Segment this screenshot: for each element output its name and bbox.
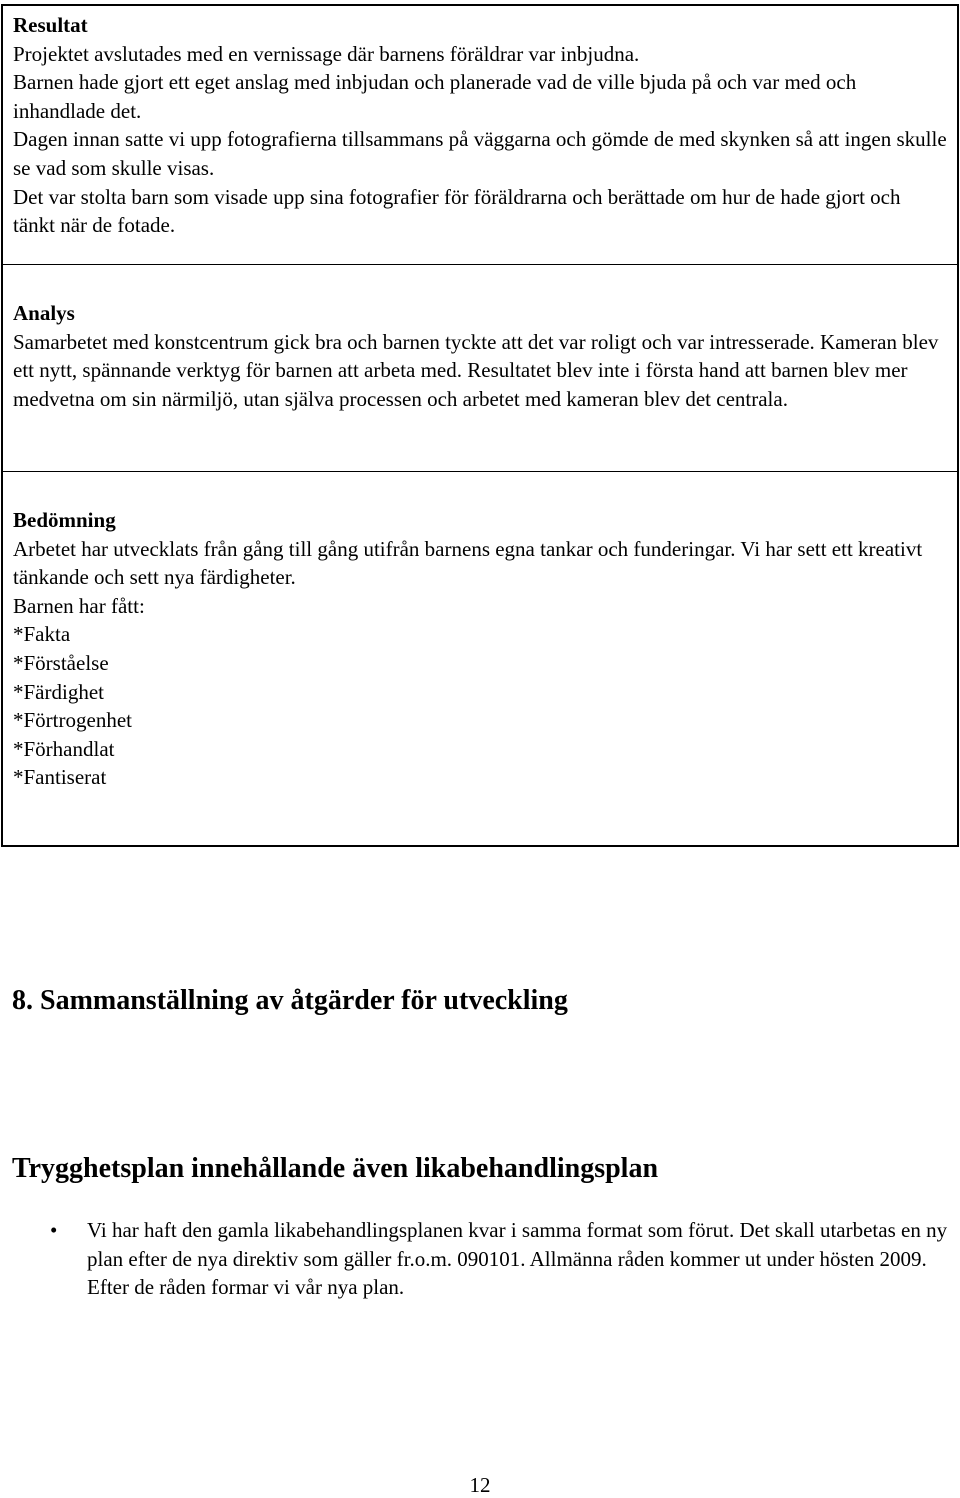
bullet-text: Vi har haft den gamla likabehandlingsplanen kvar i samma format som förut. Det skall utarbetas en ny plan efter de nya direktiv som gäller fr.o.m. 090101. Allmänna råden kommer ut under hösten 2009. Efter de råden formar vi vår nya plan. [87, 1218, 948, 1300]
section-8-heading: 8. Sammanställning av åtgärder för utveckling [12, 985, 568, 1016]
resultat-line: Projektet avslutades med en vernissage där barnens föräldrar var inbjudna. [13, 41, 640, 66]
resultat-heading: Resultat [13, 13, 88, 37]
list-item [0, 1216, 960, 1302]
bedomning-list-item: *Förtrogenhet [13, 708, 132, 733]
bullet-icon: • [50, 1218, 58, 1242]
bedomning-text: Arbetet har utvecklats från gång till gång utifrån barnens egna tankar och funderingar. Vi har sett ett kreativt tänkande och sett nya färdigheter. [13, 536, 923, 590]
trygghetsplan-list [0, 1216, 960, 1302]
bedomning-list-item: *Fantiserat [13, 765, 107, 790]
bedomning-list-intro: Barnen har fått: [13, 593, 145, 618]
bedomning-list-item: *Förhandlat [13, 736, 115, 761]
trygghetsplan-heading: Trygghetsplan innehållande även likabehandlingsplan [12, 1153, 659, 1184]
resultat-line: Det var stolta barn som visade upp sina fotografier för föräldrarna och berättade om hur de hade gjort och tänkt när de fotade. [13, 184, 901, 238]
bedomning-list-item: *Förståelse [13, 650, 109, 675]
analys-heading: Analys [13, 301, 75, 325]
page-number: 12 [469, 1473, 491, 1497]
bedomning-cell [3, 471, 957, 845]
bedomning-heading: Bedömning [13, 508, 116, 532]
resultat-line: Dagen innan satte vi upp fotografierna tillsammans på väggarna och gömde de med skynken så att ingen skulle se vad som skulle visas. [13, 127, 947, 180]
analys-cell [3, 264, 957, 471]
evaluation-table [1, 4, 959, 847]
resultat-cell [3, 6, 957, 264]
resultat-line: Barnen hade gjort ett eget anslag med inbjudan och planerade vad de ville bjuda på och var med och inhandlade det. [13, 70, 857, 123]
analys-text: Samarbetet med konstcentrum gick bra och barnen tyckte att det var roligt och var intresserade. Kameran blev ett nytt, spännande verktyg för barnen att arbeta med. Resultatet blev inte i första hand att barnen blev mer medvetna om sin närmiljö, utan själva processen och arbetet med kameran blev det centrala. [13, 329, 939, 411]
bedomning-list-item: *Färdighet [13, 679, 104, 704]
bedomning-list-item: *Fakta [13, 622, 71, 647]
